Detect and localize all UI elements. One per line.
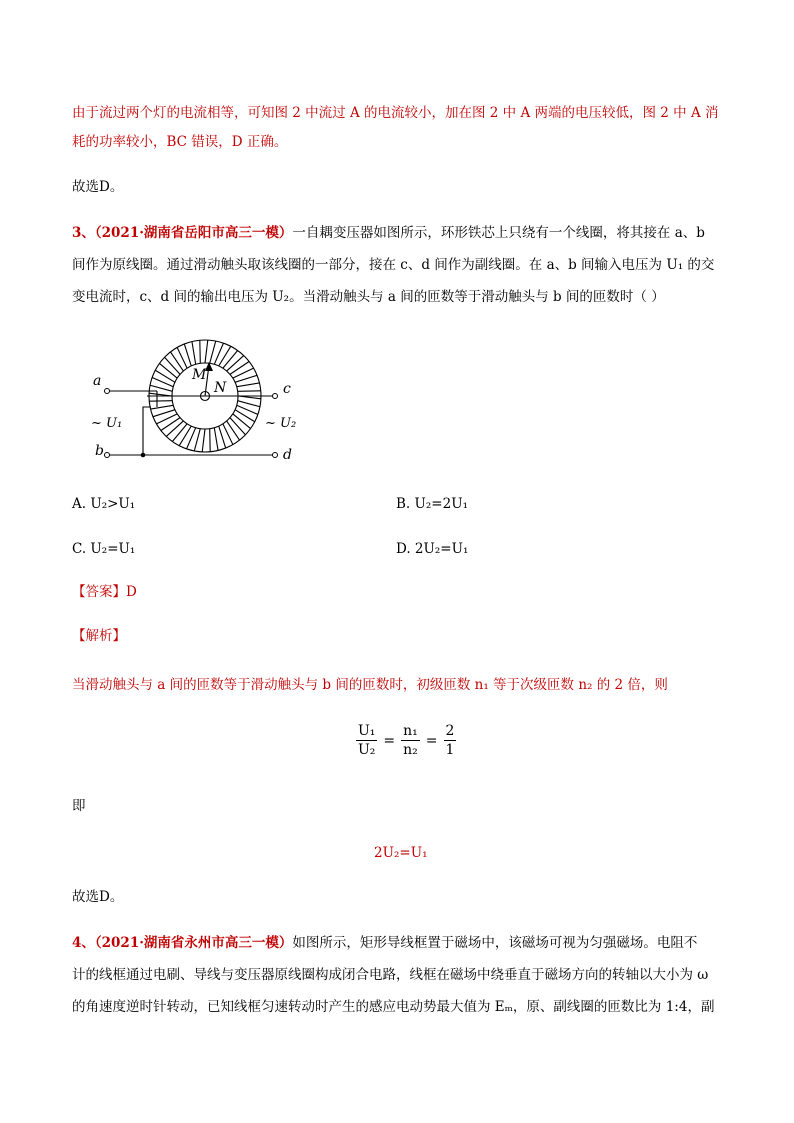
analysis-title: 【解析】	[72, 628, 126, 644]
q4-text1: 如图所示，矩形导线框置于磁场中，该磁场可视为匀强磁场。电阻不	[292, 935, 698, 951]
q4-line3: 的角速度逆时针转动，已知线框匀速转动时产生的感应电动势最大值为 Eₘ，原、副线圈的匝数比为 1:4，副	[72, 999, 715, 1015]
winding-turn	[219, 426, 226, 448]
result-equation: 2U₂=U₁	[374, 845, 428, 861]
autotransformer-figure	[85, 335, 305, 470]
eq-den-3: 1	[445, 742, 455, 758]
winding-turn	[223, 424, 233, 445]
label-c: c	[283, 381, 291, 397]
analysis-line: 当滑动触头与 a 间的匝数等于滑动触头与 b 间的匝数时，初级匝数 n₁ 等于次级匝数 n₂ 的 2 倍，则	[72, 677, 668, 693]
para1-line2: 耗的功率较小，BC 错误，D 正确。	[72, 134, 288, 150]
option-c: C. U₂=U₁	[72, 541, 136, 557]
winding-turn	[177, 347, 187, 368]
option-d: D. 2U₂=U₁	[396, 541, 469, 557]
label-a: a	[93, 373, 102, 389]
winding-turn	[161, 418, 180, 431]
label-U2: ~ U₂	[265, 416, 297, 431]
winding-turn	[235, 375, 257, 382]
winding-turn	[210, 341, 216, 363]
option-b: B. U₂=2U₁	[396, 496, 468, 512]
label-N: N	[214, 380, 227, 396]
label-U1: ~ U₁	[91, 416, 123, 431]
winding-turn	[230, 418, 245, 435]
winding-turn	[230, 361, 249, 374]
winding-turn	[233, 368, 254, 378]
label-M: M	[192, 367, 207, 383]
winding-turn	[165, 357, 180, 374]
winding-turn	[159, 363, 177, 378]
label-d: d	[283, 447, 292, 463]
label-b: b	[95, 443, 104, 459]
winding-turn	[184, 344, 191, 366]
winding-turn	[233, 414, 251, 429]
ratio-equation	[356, 722, 456, 759]
q4-line1	[72, 929, 724, 958]
q3-line2: 间作为原线圈。通过滑动触头取该线圈的一部分，接在 c、d 间作为副线圈。在 a、b 间输入电压为 U₁ 的交	[72, 257, 715, 273]
winding-turn	[202, 429, 205, 452]
winding-turn	[237, 383, 260, 387]
winding-turn	[153, 410, 175, 417]
winding-turn	[150, 385, 172, 391]
eq-den-1: U₂	[358, 742, 376, 758]
q3-line1	[72, 219, 724, 248]
winding-turn	[156, 414, 177, 424]
winding-turn	[227, 356, 244, 371]
winding-turn	[214, 428, 218, 451]
eq-num-1: U₁	[358, 723, 376, 739]
answer: 【答案】D	[72, 584, 137, 600]
q3-label: 3、（2021·湖南省岳阳市高三一模）	[72, 225, 293, 241]
eq-sign-2: =	[425, 732, 438, 749]
winding-turn	[205, 340, 208, 363]
q3-text1: 一自耦变压器如图所示，环形铁芯上只绕有一个线圈，将其接在 a、b	[292, 225, 705, 241]
para1-line1: 由于流过两个灯的电流相等，可知图 2 中流过 A 的电流较小，加在图 2 中 A 两端的电压较低，图 2 中 A 消	[72, 105, 719, 121]
ji-text: 即	[72, 798, 86, 814]
eq-den-2: n₂	[403, 742, 418, 758]
winding-turn	[227, 421, 240, 440]
eq-num-2: n₁	[403, 723, 418, 739]
q3-line3: 变电流时，c、d 间的输出电压为 U₂。当滑动触头与 a 间的匝数等于滑动触头与 b 间的匝数时（ ）	[72, 289, 665, 305]
conclusion-2: 故选D。	[72, 889, 124, 905]
conclusion-1: 故选D。	[72, 179, 124, 195]
eq-num-3: 2	[445, 723, 455, 739]
q4-line2: 计的线框通过电刷、导线与变压器原线圈构成闭合电路，线框在磁场中绕垂直于磁场方向的转轴以大小为 ω	[72, 967, 709, 983]
winding-turn	[238, 401, 260, 407]
winding-turn	[166, 421, 183, 436]
eq-sign-1: =	[383, 732, 396, 749]
option-a: A. U₂>U₁	[72, 496, 136, 512]
winding-turn	[223, 350, 238, 368]
q4-label: 4、（2021·湖南省永州市高三一模）	[72, 935, 293, 951]
winding-turn	[194, 429, 200, 451]
winding-turn	[172, 424, 187, 442]
winding-turn	[151, 405, 174, 409]
winding-turn	[192, 342, 196, 365]
winding-turn	[170, 352, 183, 371]
